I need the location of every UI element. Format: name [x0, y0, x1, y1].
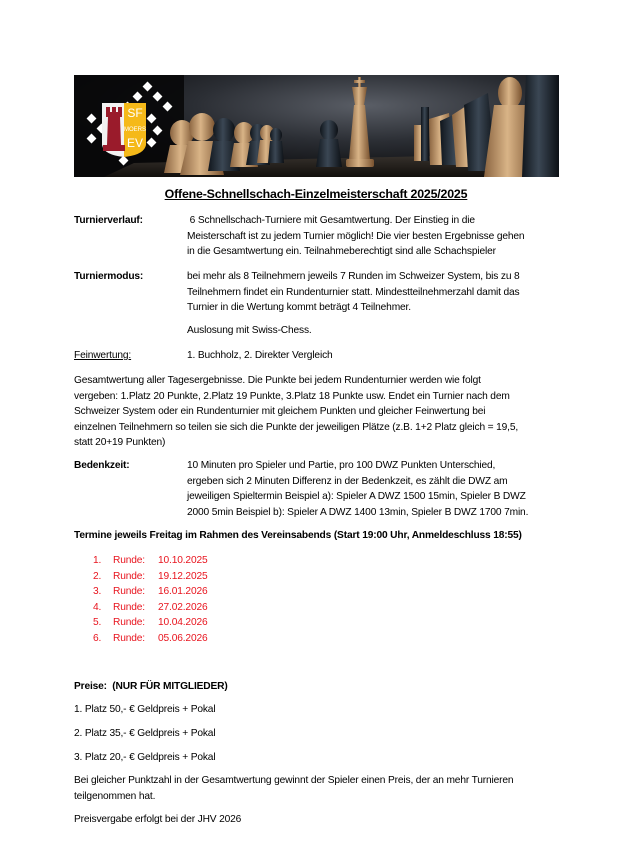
tie-rule-paragraph [74, 773, 513, 804]
rounds-list [93, 553, 208, 647]
round-date: 16.01.2026 [158, 586, 208, 598]
text-line: Meisterschaft ist zu jedem Turnier möglich! Die vier besten Ergebnisse gehen [187, 230, 525, 242]
text-line: statt 20+19 Punkten) [74, 437, 166, 449]
text-line: einzelnen Teilnehmern so teilen sie sich die Punkte der jeweiligen Plätze (z.B. 1+2 Platz gleich = 19,5, [74, 421, 519, 433]
text-line: Schweizer System oder ein Rundenturnier mit gleichem Punkten und gleicher Feinwertung bei [74, 406, 486, 418]
round-date: 27.02.2026 [158, 601, 208, 613]
round-number: 2. [93, 570, 102, 582]
round-number: 1. [93, 555, 102, 566]
text-line: vergeben: 1.Platz 20 Punkte, 2.Platz 19 Punkte, 3.Platz 18 Punkte usw. Endet ein Turnier nach dem [74, 390, 510, 402]
svg-text:SF: SF [127, 106, 143, 120]
turnierverlauf-text [187, 213, 524, 260]
round-number: 5. [93, 617, 102, 629]
page-title: Offene-Schnellschach-Einzelmeisterschaft 2025/2025 [164, 187, 468, 201]
text-line: Turnier in die Wertung kommt beträgt 4 Teilnehmer. [187, 302, 411, 314]
text-line: Bei gleicher Punktzahl in der Gesamtwertung gewinnt der Spieler einen Preis, der an mehr Turnieren [74, 775, 514, 786]
round-number: 6. [93, 632, 102, 644]
round-item [93, 615, 208, 631]
round-date: 05.06.2026 [158, 632, 208, 644]
preise-heading: Preise: (NUR FÜR MITGLIEDER) [74, 681, 228, 692]
round-label: Runde: [113, 601, 145, 613]
feinwertung-label: Feinwertung: [74, 350, 132, 361]
round-date: 10.10.2025 [158, 555, 208, 566]
bedenkzeit-text [187, 458, 528, 520]
text-line: jeweiligen Spieltermin Beispiel a): Spieler A DWZ 1500 15min, Spieler B DWZ [187, 491, 526, 503]
round-number: 3. [93, 586, 102, 598]
prize-item: 3. Platz 20,- € Geldpreis + Pokal [74, 752, 216, 763]
prize-item: 1. Platz 50,- € Geldpreis + Pokal [74, 704, 216, 715]
preisvergabe-text: Preisvergabe erfolgt bei der JHV 2026 [74, 814, 242, 825]
termine-heading: Termine jeweils Freitag im Rahmen des Vereinsabends (Start 19:00 Uhr, Anmeldeschluss 18:55) [74, 530, 522, 541]
round-label: Runde: [113, 586, 145, 598]
turniermodus-text [187, 269, 520, 316]
round-date: 19.12.2025 [158, 570, 208, 582]
text-line: bei mehr als 8 Teilnehmern jeweils 7 Runden im Schweizer System, bis zu 8 [187, 271, 520, 282]
round-label: Runde: [113, 632, 145, 644]
round-number: 4. [93, 601, 102, 613]
text-line: Gesamtwertung aller Tagesergebnisse. Die Punkte bei jedem Rundenturnier werden wie folgt [74, 375, 481, 386]
round-label: Runde: [113, 570, 145, 582]
text-line: 10 Minuten pro Spieler und Partie, pro 100 DWZ Punkten Unterschied, [187, 460, 496, 471]
header-banner [74, 75, 559, 177]
round-label: Runde: [113, 555, 145, 566]
round-date: 10.04.2026 [158, 617, 208, 629]
text-line: teilgenommen hat. [74, 790, 156, 802]
chess-pieces-banner-image [74, 75, 559, 177]
round-label: Runde: [113, 617, 145, 629]
round-item [93, 600, 208, 616]
svg-text:EV: EV [126, 136, 144, 150]
text-line: in die Gesamtwertung ein. Teilnahmeberechtigt sind alle Schachspieler [187, 246, 496, 258]
round-item [93, 569, 208, 585]
turniermodus-label: Turniermodus: [74, 271, 144, 282]
prize-item: 2. Platz 35,- € Geldpreis + Pokal [74, 728, 216, 739]
round-item [93, 553, 208, 569]
text-line: 2000 5min Beispiel b): Spieler A DWZ 1400 13min, Spieler B DWZ 1700 7min. [187, 506, 529, 518]
bedenkzeit-label: Bedenkzeit: [74, 460, 130, 471]
round-item [93, 584, 208, 600]
auslosung-text: Auslosung mit Swiss-Chess. [187, 325, 312, 336]
feinwertung-value: 1. Buchholz, 2. Direkter Vergleich [187, 350, 333, 361]
gesamtwertung-paragraph [74, 373, 518, 451]
text-line: 6 Schnellschach-Turniere mit Gesamtwertung. Der Einstieg in die [187, 215, 475, 226]
turnierverlauf-label: Turnierverlauf: [74, 215, 143, 226]
svg-text:MOERS: MOERS [123, 127, 147, 133]
text-line: ergeben sich 2 Minuten Differenz in der Bedenkzeit, es zählt die DWZ am [187, 475, 508, 487]
text-line: Teilnehmern findet ein Rundenturnier statt. Mindestteilnehmerzahl damit das [187, 286, 520, 298]
round-item [93, 631, 208, 647]
